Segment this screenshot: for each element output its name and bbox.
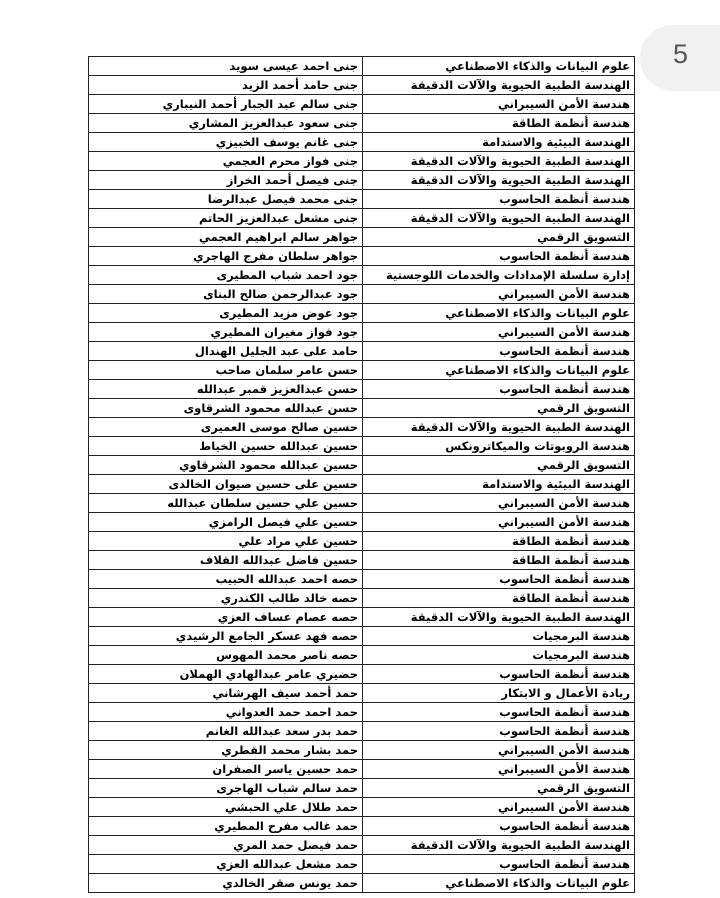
major-cell: الهندسة الطبية الحيوية والآلات الدقيقة xyxy=(363,836,635,855)
student-name-cell: جنى فواز محرم العجمي xyxy=(89,152,363,171)
major-cell: علوم البيانات والذكاء الاصطناعي xyxy=(363,57,635,76)
page-number-badge xyxy=(640,25,720,91)
student-name-cell: جنى مشعل عبدالعزيز الحاتم xyxy=(89,209,363,228)
table-row xyxy=(89,494,635,513)
table-row xyxy=(89,703,635,722)
students-table-body xyxy=(89,57,635,893)
table-row xyxy=(89,190,635,209)
table-row xyxy=(89,532,635,551)
major-cell: علوم البيانات والذكاء الاصطناعي xyxy=(363,304,635,323)
major-cell: هندسة الأمن السيبراني xyxy=(363,95,635,114)
student-name-cell: حصه عصام عساف العزي xyxy=(89,608,363,627)
major-cell: التسويق الرقمي xyxy=(363,399,635,418)
table-row xyxy=(89,152,635,171)
major-cell: الهندسة الطبية الحيوية والآلات الدقيقة xyxy=(363,76,635,95)
student-name-cell: حمد يونس صقر الخالدي xyxy=(89,874,363,893)
student-name-cell: حسن عبدالعزيز قمبر عبدالله xyxy=(89,380,363,399)
table-row xyxy=(89,285,635,304)
table-row xyxy=(89,836,635,855)
major-cell: هندسة أنظمة الطاقة xyxy=(363,589,635,608)
student-name-cell: حسين علي مراد علي xyxy=(89,532,363,551)
table-row xyxy=(89,627,635,646)
student-name-cell: حسين فاضل عبدالله القلاف xyxy=(89,551,363,570)
major-cell: علوم البيانات والذكاء الاصطناعي xyxy=(363,874,635,893)
student-name-cell: حمد طلال علي الحبشي xyxy=(89,798,363,817)
student-name-cell: حسين على حسين صيوان الخالدى xyxy=(89,475,363,494)
major-cell: هندسة الأمن السيبراني xyxy=(363,494,635,513)
major-cell: هندسة أنظمة الحاسوب xyxy=(363,722,635,741)
major-cell: هندسة أنظمة الحاسوب xyxy=(363,380,635,399)
student-name-cell: حسن عامر سلمان صاحب xyxy=(89,361,363,380)
table-row xyxy=(89,133,635,152)
student-name-cell: حمد حسين ياسر الصفران xyxy=(89,760,363,779)
major-cell: هندسة أنظمة الحاسوب xyxy=(363,855,635,874)
table-row xyxy=(89,779,635,798)
major-cell: الهندسة الطبية الحيوية والآلات الدقيقة xyxy=(363,152,635,171)
table-row xyxy=(89,874,635,893)
major-cell: هندسة الأمن السيبراني xyxy=(363,760,635,779)
student-name-cell: حمد مشعل عبدالله العزي xyxy=(89,855,363,874)
students-table xyxy=(88,56,635,893)
student-name-cell: حمد بدر سعد عبدالله الغانم xyxy=(89,722,363,741)
table-row xyxy=(89,513,635,532)
student-name-cell: جود عبدالرحمن صالح البناى xyxy=(89,285,363,304)
major-cell: هندسة أنظمة الحاسوب xyxy=(363,190,635,209)
major-cell: هندسة أنظمة الحاسوب xyxy=(363,342,635,361)
table-row xyxy=(89,608,635,627)
major-cell: الهندسة الطبية الحيوية والآلات الدقيقة xyxy=(363,209,635,228)
table-row xyxy=(89,342,635,361)
student-name-cell: جود احمد شباب المطيرى xyxy=(89,266,363,285)
student-name-cell: حمد أحمد سيف الهرشاني xyxy=(89,684,363,703)
major-cell: التسويق الرقمي xyxy=(363,228,635,247)
student-name-cell: جنى سعود عبدالعزيز المشاري xyxy=(89,114,363,133)
table-row xyxy=(89,760,635,779)
table-row xyxy=(89,798,635,817)
student-name-cell: حسين عبدالله محمود الشرقاوي xyxy=(89,456,363,475)
student-name-cell: حامد على عبد الجليل الهندال xyxy=(89,342,363,361)
major-cell: إدارة سلسلة الإمدادات والخدمات اللوجستية xyxy=(363,266,635,285)
student-name-cell: جنى احمد عيسى سويد xyxy=(89,57,363,76)
student-name-cell: حصه ناصر محمد المهوس xyxy=(89,646,363,665)
major-cell: هندسة الأمن السيبراني xyxy=(363,323,635,342)
table-row xyxy=(89,399,635,418)
major-cell: هندسة أنظمة الحاسوب xyxy=(363,570,635,589)
major-cell: الهندسة البيئية والاستدامة xyxy=(363,133,635,152)
major-cell: هندسة الأمن السيبراني xyxy=(363,741,635,760)
table-row xyxy=(89,589,635,608)
student-name-cell: جود فواز مغيران المطيري xyxy=(89,323,363,342)
major-cell: هندسة أنظمة الطاقة xyxy=(363,532,635,551)
major-cell: ريادة الأعمال و الابتكار xyxy=(363,684,635,703)
table-row xyxy=(89,722,635,741)
student-name-cell: جنى محمد فيصل عبدالرضا xyxy=(89,190,363,209)
table-row xyxy=(89,665,635,684)
student-name-cell: حمد فيصل حمد المري xyxy=(89,836,363,855)
major-cell: هندسة أنظمة الحاسوب xyxy=(363,665,635,684)
table-row xyxy=(89,247,635,266)
table-row xyxy=(89,209,635,228)
table-row xyxy=(89,380,635,399)
student-name-cell: جنى غانم يوسف الخبيزي xyxy=(89,133,363,152)
table-row xyxy=(89,475,635,494)
major-cell: هندسة أنظمة الطاقة xyxy=(363,114,635,133)
table-row xyxy=(89,266,635,285)
student-name-cell: حصه خالد طالب الكندري xyxy=(89,589,363,608)
major-cell: التسويق الرقمي xyxy=(363,779,635,798)
page-number: 5 xyxy=(673,39,689,69)
table-row xyxy=(89,57,635,76)
major-cell: هندسة البرمجيات xyxy=(363,627,635,646)
student-name-cell: حسين عبدالله حسين الخياط xyxy=(89,437,363,456)
table-row xyxy=(89,817,635,836)
major-cell: هندسة البرمجيات xyxy=(363,646,635,665)
student-name-cell: حسين علي فيصل الرامزي xyxy=(89,513,363,532)
table-row xyxy=(89,228,635,247)
major-cell: هندسة الأمن السيبراني xyxy=(363,513,635,532)
student-name-cell: حمد احمد حمد العدواني xyxy=(89,703,363,722)
student-name-cell: جنى فيصل أحمد الخراز xyxy=(89,171,363,190)
student-name-cell: حصه فهد عسكر الجامع الرشيدي xyxy=(89,627,363,646)
major-cell: هندسة الروبوتات والميكاترونكس xyxy=(363,437,635,456)
table-row xyxy=(89,361,635,380)
student-name-cell: حصه احمد عبدالله الحبيب xyxy=(89,570,363,589)
table-row xyxy=(89,456,635,475)
major-cell: علوم البيانات والذكاء الاصطناعي xyxy=(363,361,635,380)
table-row xyxy=(89,171,635,190)
student-name-cell: حمد سالم شباب الهاجرى xyxy=(89,779,363,798)
major-cell: الهندسة الطبية الحيوية والآلات الدقيقة xyxy=(363,418,635,437)
table-row xyxy=(89,646,635,665)
major-cell: هندسة أنظمة الطاقة xyxy=(363,551,635,570)
major-cell: هندسة الأمن السيبراني xyxy=(363,285,635,304)
major-cell: التسويق الرقمي xyxy=(363,456,635,475)
student-name-cell: حسين علي حسين سلطان عبدالله xyxy=(89,494,363,513)
student-name-cell: جود عوض مزيد المطيرى xyxy=(89,304,363,323)
major-cell: هندسة أنظمة الحاسوب xyxy=(363,703,635,722)
student-name-cell: حمد بشار محمد القطري xyxy=(89,741,363,760)
table-row xyxy=(89,323,635,342)
major-cell: الهندسة البيئية والاستدامة xyxy=(363,475,635,494)
student-name-cell: حضيري عامر عبدالهادي الهملان xyxy=(89,665,363,684)
student-name-cell: حمد غالب مفرح المطيري xyxy=(89,817,363,836)
table-row xyxy=(89,741,635,760)
table-row xyxy=(89,855,635,874)
major-cell: هندسة أنظمة الحاسوب xyxy=(363,817,635,836)
table-row xyxy=(89,95,635,114)
table-row xyxy=(89,570,635,589)
table-row xyxy=(89,684,635,703)
student-name-cell: حسين صالح موسى العميرى xyxy=(89,418,363,437)
table-row xyxy=(89,437,635,456)
student-name-cell: جواهر سالم ابراهيم العجمي xyxy=(89,228,363,247)
student-name-cell: حسن عبدالله محمود الشرقاوى xyxy=(89,399,363,418)
major-cell: الهندسة الطبية الحيوية والآلات الدقيقة xyxy=(363,171,635,190)
table-row xyxy=(89,551,635,570)
major-cell: هندسة الأمن السيبراني xyxy=(363,798,635,817)
student-name-cell: جنى حامد أحمد الزيد xyxy=(89,76,363,95)
major-cell: الهندسة الطبية الحيوية والآلات الدقيقة xyxy=(363,608,635,627)
table-row xyxy=(89,304,635,323)
table-row xyxy=(89,76,635,95)
table-row xyxy=(89,418,635,437)
student-name-cell: جنى سالم عبد الجبار أحمد النيباري xyxy=(89,95,363,114)
table-row xyxy=(89,114,635,133)
student-name-cell: جواهر سلطان مفرج الهاجري xyxy=(89,247,363,266)
major-cell: هندسة أنظمة الحاسوب xyxy=(363,247,635,266)
